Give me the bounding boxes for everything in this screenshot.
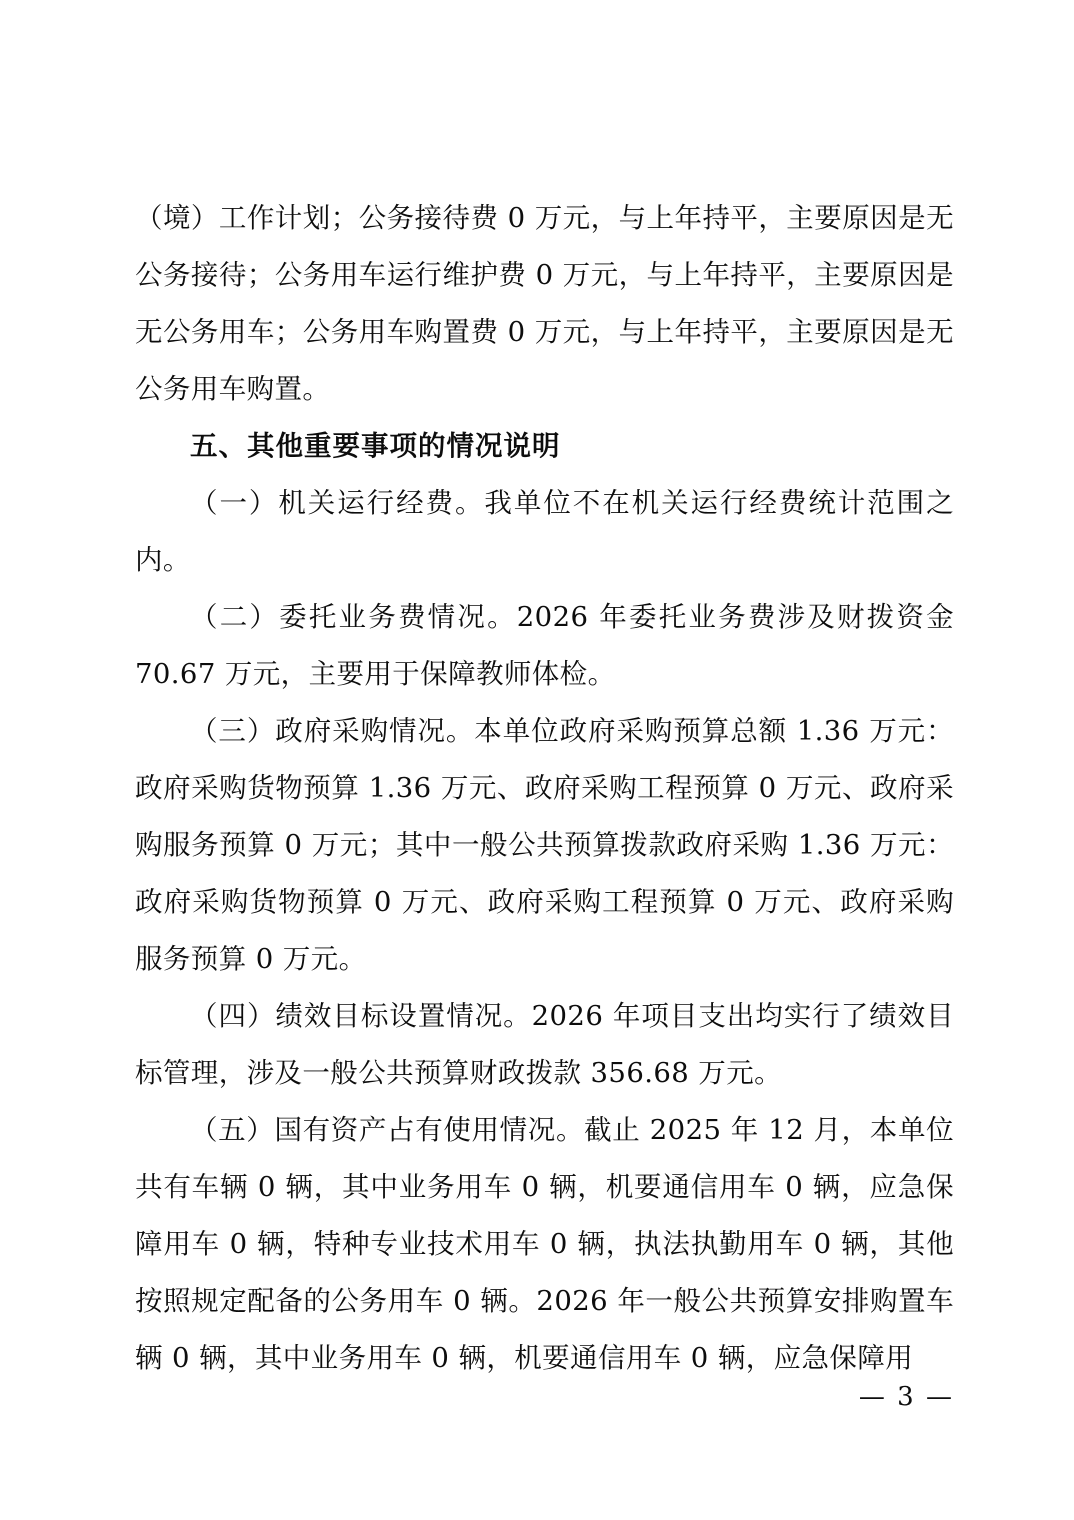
page-number: — 3 —: [858, 1382, 954, 1412]
paragraph-agency-operating-expenses: （一）机关运行经费。我单位不在机关运行经费统计范围之内。: [135, 487, 954, 576]
section-heading-five: 五、其他重要事项的情况说明: [190, 430, 561, 462]
paragraph-performance-targets: （四）绩效目标设置情况。2026 年项目支出均实行了绩效目标管理，涉及一般公共预算财政拨款 356.68 万元。: [135, 1000, 954, 1089]
document-body: [135, 190, 954, 1387]
paragraph-state-owned-assets: （五）国有资产占有使用情况。截止 2025 年 12 月，本单位共有车辆 0 辆，其中业务用车 0 辆，机要通信用车 0 辆，应急保障用车 0 辆，特种专业技术用车 0 辆，执法执勤用车 0 辆，其他按照规定配备的公务用车 0 辆。2026 年一般公共预算安排购置车辆 0 辆，其中业务用车 0 辆，机要通信用车 0 辆，应急保障用: [135, 1114, 954, 1374]
paragraph-government-procurement: （三）政府采购情况。本单位政府采购预算总额 1.36 万元：政府采购货物预算 1.36 万元、政府采购工程预算 0 万元、政府采购服务预算 0 万元；其中一般公共预算拨款政府采购 1.36 万元：政府采购货物预算 0 万元、政府采购工程预算 0 万元、政府采购服务预算 0 万元。: [135, 715, 954, 975]
paragraph-continued: （境）工作计划；公务接待费 0 万元，与上年持平，主要原因是无公务接待；公务用车运行维护费 0 万元，与上年持平，主要原因是无公务用车；公务用车购置费 0 万元，与上年持平，主要原因是无公务用车购置。: [135, 202, 954, 405]
paragraph-entrusted-business-expenses: （二）委托业务费情况。2026 年委托业务费涉及财拨资金 70.67 万元，主要用于保障教师体检。: [135, 601, 954, 690]
